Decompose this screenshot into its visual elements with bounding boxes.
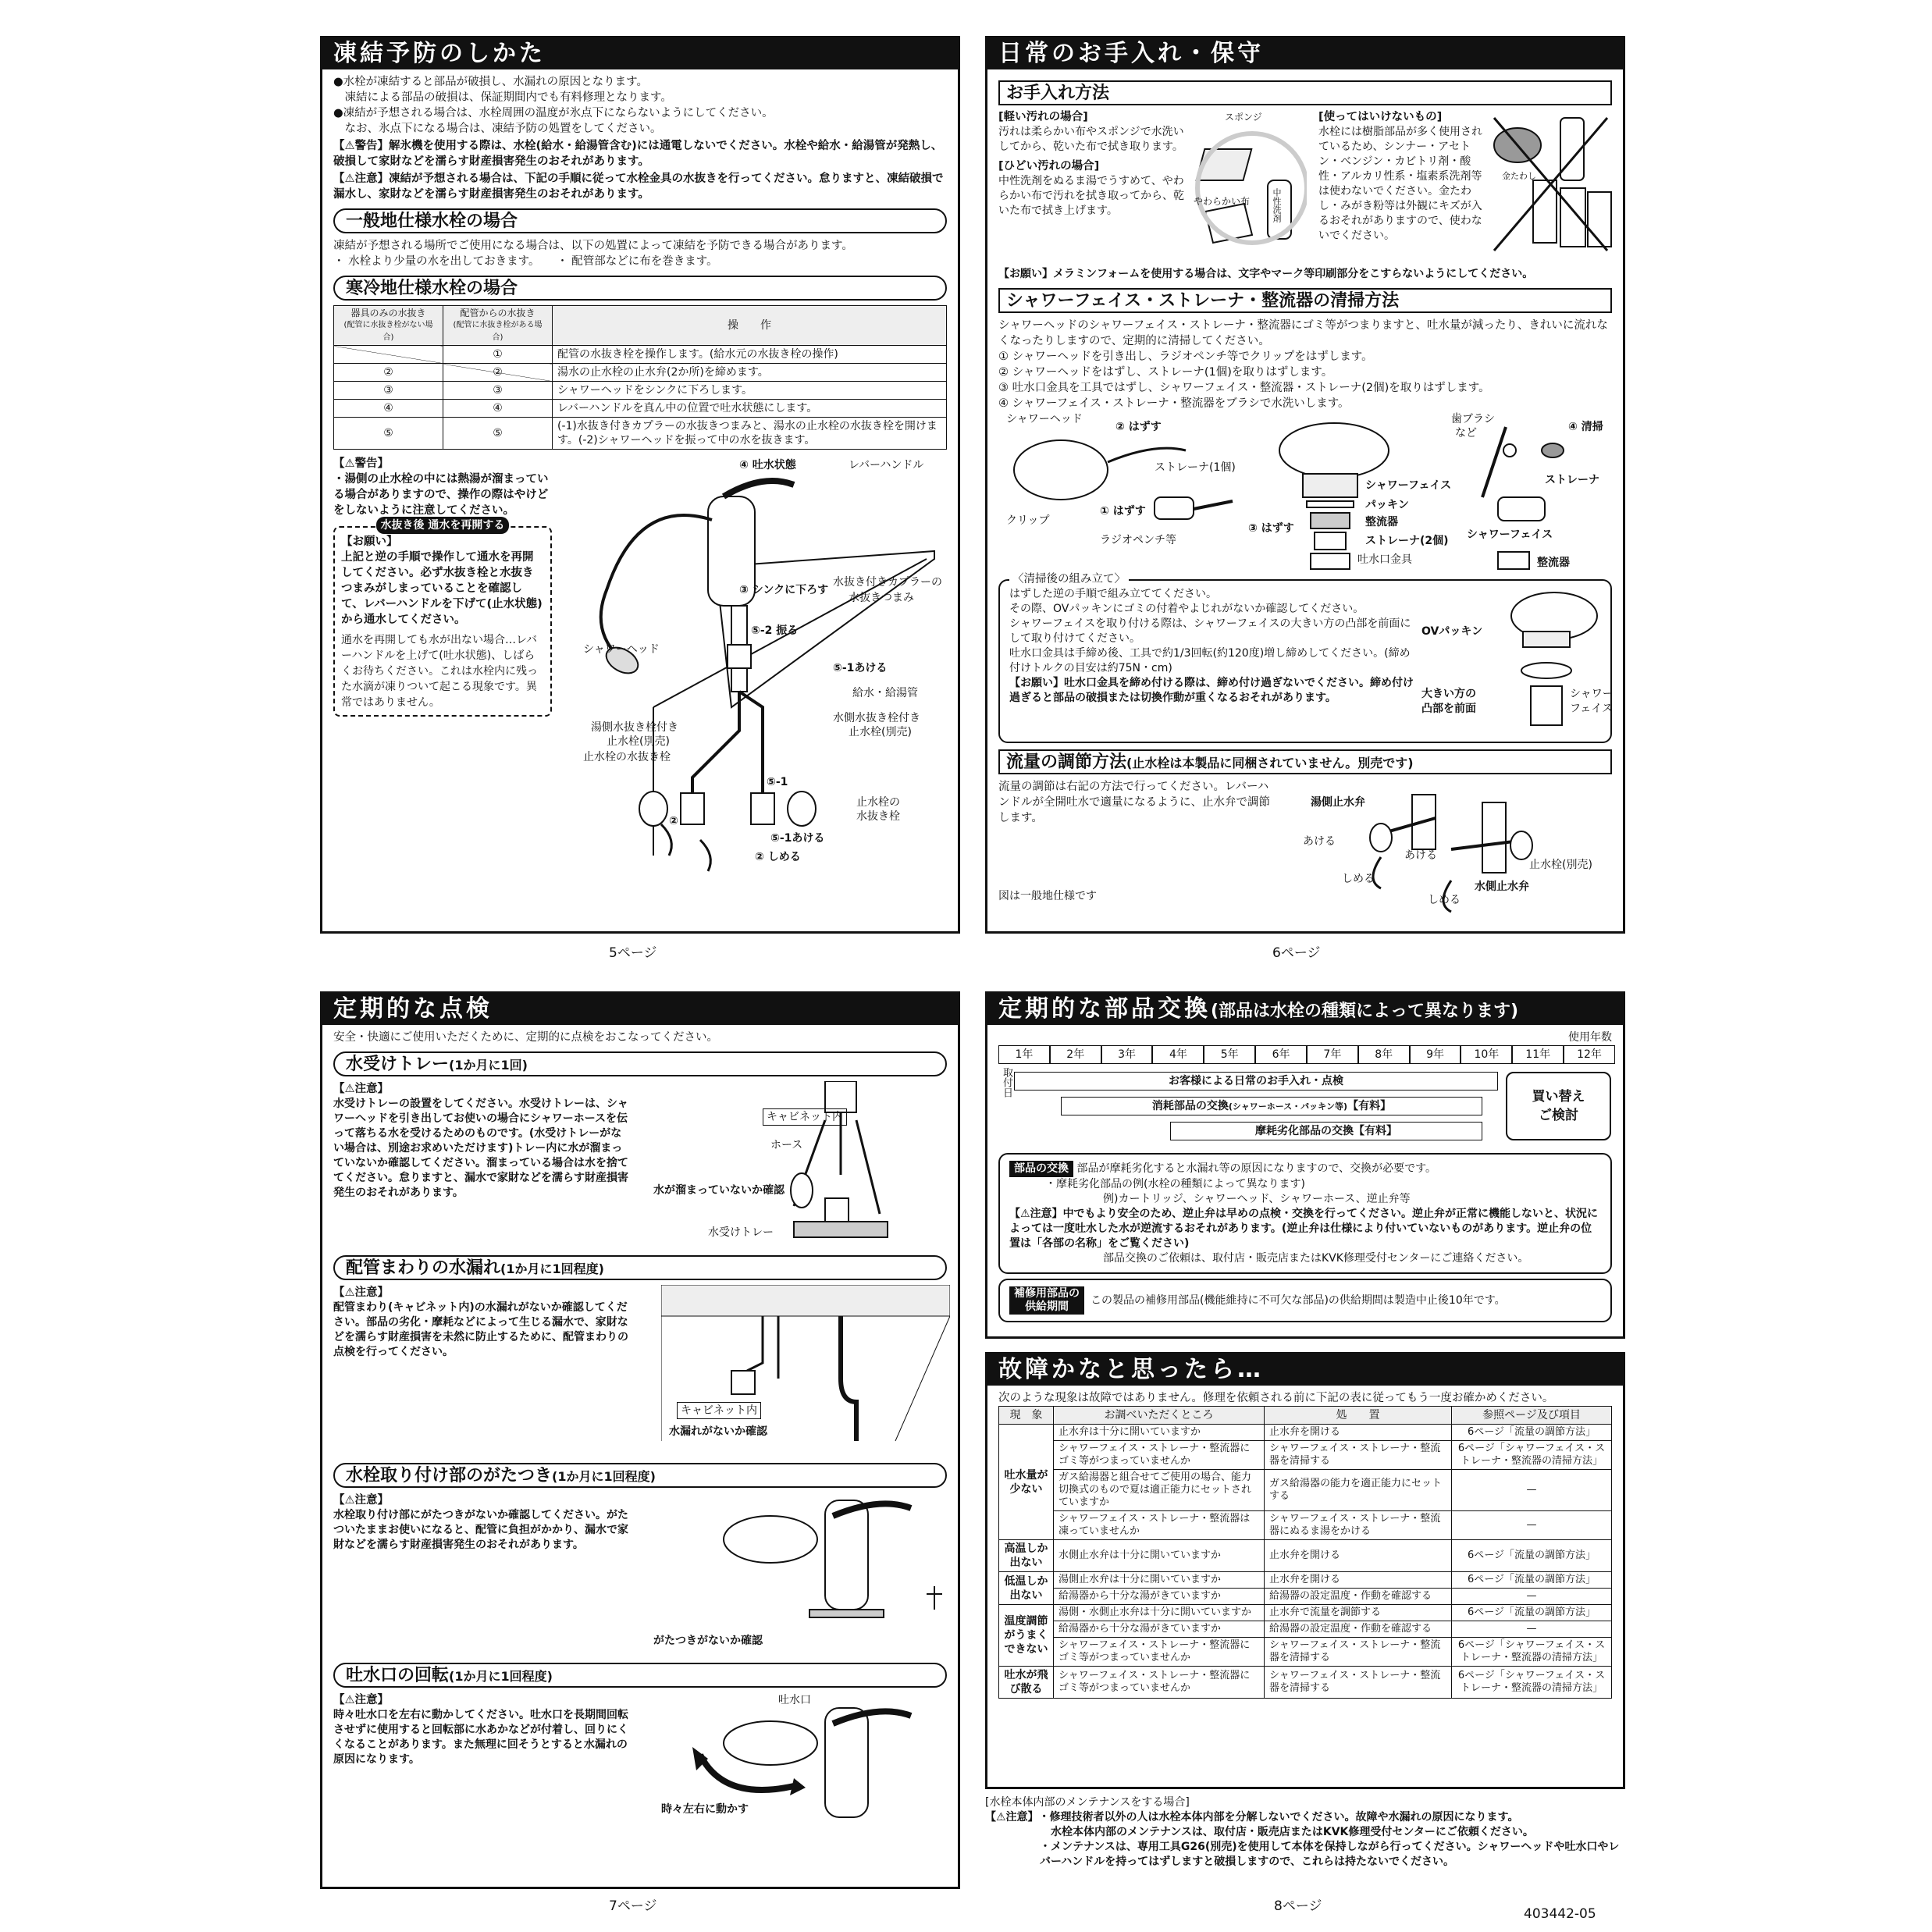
intro-line: ●水栓が凍結すると部品が破損し、水漏れの原因となります。 [333,76,648,88]
year-cell: 12年 [1564,1045,1615,1064]
fig-label: ④ 吐水状態 [739,459,796,471]
action-cell: シャワーフェイス・ストレーナ・整流器を清掃する [1265,1667,1452,1699]
action-cell: 給湯器の設定温度・作動を確認する [1265,1621,1452,1638]
fig-label: キャビネット内 [763,1108,847,1126]
step: ① シャワーヘッドを引き出し、ラジオペンチ等でクリップをはずします。 [998,350,1373,363]
trouble-intro: 次のような現象は故障ではありません。修理を依頼される前に下記の表に従ってもう一度お確かめください。 [998,1392,1554,1404]
bar-consumables: 消耗部品の交換(シャワーホース・パッキン等)【有料】 [1061,1097,1482,1115]
reference-cell: — [1452,1621,1612,1638]
fig-label: など [1455,427,1477,439]
buy-label: 買い替え [1532,1089,1585,1105]
reference-cell: 6ページ「シャワーフェイス・ストレーナ・整流器の清掃方法」 [1452,1441,1612,1470]
fig-label: ③ はずす [1248,522,1294,535]
fig-label: 整流器 [1537,557,1570,569]
assemble-line: シャワーフェイスを取り付ける際は、シャワーフェイスの大きい方の凸部を前面にして取り付けてください。 [1009,617,1411,645]
maintenance-text: ・修理技術者以外の人は水栓本体内部を分解しないでください。故障や水漏れの原因になります。 [1038,1811,1519,1823]
check-cell: シャワーフェイス・ストレーナ・整流器にゴミ等がつまっていませんか [1054,1441,1265,1470]
section-frequency: (1か月に1回程度) [500,1261,604,1276]
ng-text: 水栓には樹脂部品が多く使用されているため、シンナー・アセトン・ベンジン・カビトリ剤・酸性・アルカリ性系・塩素系洗剤等は使わないでください。金たわし・みがき粉等は外観にキズが入るおそれがありますので、使わないでください。 [1318,126,1482,242]
fig-label: キャビネット内 [677,1402,761,1419]
table-row: ② ② 湯水の止水栓の止水弁(2か所)を締めます。 [334,364,947,382]
year-cell: 10年 [1461,1045,1512,1064]
fig-label: ⑤-1 [767,776,788,788]
table-row [999,1638,1612,1667]
table-header: 処 置 [1265,1407,1452,1425]
year-cell: 1年 [998,1045,1050,1064]
fig-label: 給水・給湯管 [852,687,918,699]
caution-text: 水受けトレーの設置をしてください。水受けトレーは、シャワーヘッドを引き出してお使いの場合にシャワーホースを伝って落ちる水を受けるためのものです。(水受けトレーがない場合は、別途お求めいただけます)トレー内に水が溜まっていないか確認してください。溜まっている場合は水を捨ててください。怠りますと、漏水で家財などを濡らす財産損害発生のおそれがあります。 [333,1098,628,1199]
action-cell: シャワーフェイス・ストレーナ・整流器を清掃する [1265,1638,1452,1667]
table-row: ① 配管の水抜き栓を操作します。(給水元の水抜き栓の操作) [334,346,947,364]
disassembly-illustration [998,411,1615,579]
flow-text: 流量の調節は右記の方法で行ってください。レバーハンドルが全開吐水で適量になるように、止水弁で調節します。 [998,781,1270,824]
maintenance-text: ・メンテナンスは、専用工具G26(別売)を使用して本体を保持しながら行ってください。シャワーヘッドや吐水口やレバーハンドルを持ってはずしますと破損しますので、これらは持たないでください。 [1040,1841,1620,1868]
section-title: お手入れ方法 [998,80,1612,105]
table-header: 配管からの水抜き [460,308,535,318]
check-cell: シャワーフェイス・ストレーナ・整流器にゴミ等がつまっていませんか [1054,1667,1265,1699]
table-row [999,1470,1612,1511]
check-cell: 給湯器から十分な湯がきていますか [1054,1621,1265,1638]
general-items: ・ 水栓より少量の水を出しておきます。 ・ 配管部などに布を巻きます。 [333,255,718,268]
assemble-line: はずした逆の手順で組み立ててください。 [1009,588,1217,600]
warning-text: ・湯側の止水栓の中には熱湯が溜まっている場合がありますので、操作の際はやけどをしないように注意してください。 [333,473,549,517]
check-cell: 湯側・水側止水弁は十分に開いていますか [1054,1605,1265,1621]
bar-wear-parts: 摩耗劣化部品の交換【有料】 [1170,1122,1482,1140]
page-number: 5ページ [609,945,657,961]
table-row: ⑤ ⑤ (-1)水抜き付きカプラーの水抜きつまみと、湯水の止水栓の水抜き栓を開けます。(-2)シャワーヘッドを振って中の水を抜きます。 [334,418,947,450]
caution-tag: 【⚠注意】 [333,1494,389,1507]
intro-line: 凍結による部品の破損は、保証期間内でも有料修理となります。 [333,91,672,104]
reference-cell: — [1452,1589,1612,1605]
action-cell: 給湯器の設定温度・作動を確認する [1265,1589,1452,1605]
table-row [999,1511,1612,1540]
parts-replacement-panel [985,991,1625,1339]
fig-label: シャワー [1570,688,1614,700]
caution-tag: 【⚠注意】 [333,1083,389,1095]
symptom-cell: 吐水が飛び散る [999,1667,1054,1699]
check-cell: シャワーフェイス・ストレーナ・整流器は凍っていませんか [1054,1511,1265,1540]
section-title: 水受けトレー [346,1055,450,1074]
fig-label: ホース [770,1139,803,1151]
fig-label: 水抜き付きカプラーの [833,576,942,589]
table-row [999,1540,1612,1572]
table-row [999,1667,1612,1699]
section-title: 水栓取り付け部のがたつき [346,1466,553,1485]
intro-line: なお、氷点下になる場合は、凍結予防の処置をしてください。 [333,123,662,135]
trouble-table [998,1406,1612,1699]
table-row: ③ ③ シャワーヘッドをシンクに下ろします。 [334,382,947,400]
fig-label: レバーハンドル [849,459,924,471]
action-cell: 止水弁を開ける [1265,1572,1452,1589]
table-header: 現 象 [999,1407,1054,1425]
buy-new-box [1506,1072,1611,1140]
check-cell: ガス給湯器と組合せてご使用の場合、能力切換式のもので夏は適正能力にセットされていますか [1054,1470,1265,1511]
caution-text: 水栓取り付け部にがたつきがないか確認してください。がたついたままお使いになると、配管に負担がかかり、漏水で家財などを濡らす財産損害発生のおそれがあります。 [333,1509,628,1551]
section-title-note: (止水栓は本製品に同梱されていません。別売です) [1126,756,1414,770]
supply-text: この製品の補修用部品(機能維持に不可欠な部品)の供給期間は製造中止後10年です。 [1091,1294,1506,1307]
general-note: 図は一般地仕様です [998,890,1097,902]
table-row [999,1572,1612,1589]
caution-text: 時々吐水口を左右に動かしてください。吐水口を長期間回転させずに使用すると回転部に水あかなどが付着し、回りにくくなることがあります。また無理に回そうとすると水漏れの原因になります。 [333,1709,628,1766]
action-cell: 止水弁を開ける [1265,1540,1452,1572]
fig-label: 止水栓の水抜き栓 [583,751,671,763]
section-frequency: (1か月に1回程度) [552,1469,656,1484]
bar-daily-care: お客様による日常のお手入れ・点検 [1014,1072,1498,1091]
caution-tag: 【⚠注意】 [333,173,389,185]
symptom-cell: 温度調節がうまくできない [999,1605,1054,1667]
action-cell: 止水弁で流量を調節する [1265,1605,1452,1621]
fig-label: シャワーフェイス [1365,479,1452,492]
table-header: お調べいただくところ [1054,1407,1265,1425]
fig-label: 時々左右に動かす [661,1803,749,1816]
reference-cell: 6ページ「シャワーフェイス・ストレーナ・整流器の清掃方法」 [1452,1638,1612,1667]
fig-label: 金たわし [1502,171,1536,181]
page-number: 6ページ [1272,945,1321,961]
page-title: 定期的な点検 [322,994,958,1025]
fig-label: 水受けトレー [708,1226,774,1239]
fig-label: 湯側水抜き栓付き [591,721,678,734]
general-text: 凍結が予想される場所でご使用になる場合は、以下の処置によって凍結を予防できる場合があります。 [333,240,853,252]
year-cell: 7年 [1307,1045,1358,1064]
table-row [999,1441,1612,1470]
check-cell: 水側止水弁は十分に開いていますか [1054,1540,1265,1572]
fig-label: シャワーフェイス [1467,528,1553,541]
fig-label: ② [669,815,678,827]
light-dirt-text: 汚れは柔らかい布やスポンジで水洗いしてから、乾いた布で拭き取ります。 [998,126,1184,153]
fig-label: あける [1303,835,1336,848]
page-number: 7ページ [609,1898,657,1914]
assemble-line: 吐水口金具は手締め後、工具で約1/3回転(約120度)増し締めしてください。(締め付けトルクの目安は約75N・cm) [1009,647,1411,674]
clean-intro: シャワーヘッドのシャワーフェイス・ストレーナ・整流器にゴミ等がつまりますと、吐水量が減ったり、きれいに流れなくなったりしますので、定期的に清掃してください。 [998,319,1608,347]
fig-label: OVパッキン [1421,625,1483,638]
section-frequency: (1か月に1回) [449,1058,528,1073]
request-tag: 【お願い】 [998,268,1053,280]
check-cell: 給湯器から十分な湯がきていますか [1054,1589,1265,1605]
section-title: 一般地仕様水栓の場合 [333,208,947,233]
fig-label: ③ シンクに下ろす [739,584,829,596]
fig-label: シャワーヘッド [1006,413,1083,425]
years-row [998,1045,1615,1064]
heavy-dirt-tag: [ひどい汚れの場合] [998,160,1100,173]
parts-badge: 部品の交換 [1009,1161,1073,1177]
year-cell: 3年 [1101,1045,1153,1064]
table-header: 操 作 [553,306,947,346]
fig-label: ストレーナ [1545,474,1599,486]
fig-label: 整流器 [1365,516,1398,528]
table-row [999,1605,1612,1621]
fig-label: しめる [1428,894,1461,906]
step: ④ シャワーフェイス・ストレーナ・整流器をブラシで水洗いします。 [998,397,1350,410]
warning-text: 解氷機を使用する際は、水栓(給水・給湯管含む)には通電しないでください。水栓や給水・給湯管が発熱し、破損して家財などを濡らす財産損害発生のおそれがあります。 [333,140,943,168]
request-tag: 【お願い】 [341,535,398,548]
heavy-dirt-text: 中性洗剤をぬるま湯でうすめて、やわらかい布で汚れを拭き取ってから、乾いた布で拭き上げます。 [998,175,1184,217]
fig-label: クリップ [1006,514,1050,527]
fig-label: ② しめる [755,851,801,863]
page-title-note: (部品は水栓の種類によって異なります) [1211,1002,1519,1021]
assemble-title: 〈清掃後の組み立て〉 [1009,571,1129,587]
parts-example: 例)カートリッジ、シャワーヘッド、シャワーホース、逆止弁等 [1103,1193,1411,1205]
fig-label: 吐水口金具 [1357,553,1412,566]
caution-tag: 【⚠注意】 [1009,1208,1063,1220]
year-cell: 2年 [1050,1045,1101,1064]
symptom-cell: 吐水量が少ない [999,1425,1054,1540]
symptom-cell: 低温しか出ない [999,1572,1054,1605]
section-title: 吐水口の回転 [346,1666,450,1685]
table-header: 器具のみの水抜き [350,308,426,318]
section-title: 故障かなと思ったら… [987,1354,1623,1386]
page-title: 日常のお手入れ・保守 [987,38,1623,69]
caution-tag: 【⚠注意】 [333,1694,389,1706]
section-title: 流量の調節方法 [1006,753,1127,772]
year-cell: 8年 [1358,1045,1410,1064]
fig-label: 止水栓(別売) [1529,859,1592,871]
page-8 [985,991,1625,1932]
contact-text: 部品交換のご依頼は、取付店・販売店またはKVK修理受付センターにご連絡ください。 [1103,1252,1529,1265]
intro-text: 安全・快適にご使用いただくために、定期的に点検をおこなってください。 [333,1031,718,1044]
reference-cell: 6ページ「流量の調節方法」 [1452,1540,1612,1572]
fig-label: 吐水口 [778,1694,811,1706]
fig-label: 水側水抜き栓付き [833,712,920,724]
troubleshooting-panel [985,1352,1625,1789]
fig-label: 凸部を前面 [1421,703,1476,715]
fig-label: ⑤-1あける [770,832,825,845]
fig-label: やわらかい布 [1194,196,1251,207]
parts-example: ・摩耗劣化部品の例(水栓の種類によって異なります) [1045,1178,1305,1190]
fig-label: 止水栓(別売) [849,726,912,738]
request-text: 吐水口金具を締め付ける際は、締め付け過ぎないでください。締め付け過ぎると部品の破損または切換作動が重くなるおそれがあります。 [1009,677,1414,704]
year-cell: 9年 [1410,1045,1461,1064]
symptom-cell: 高温しか出ない [999,1540,1054,1572]
page-7 [320,991,960,1889]
light-dirt-tag: [軽い汚れの場合] [998,111,1088,123]
page-5 [320,36,960,934]
reference-cell: 6ページ「流量の調節方法」 [1452,1572,1612,1589]
assemble-line: その際、OVパッキンにゴミの付着やよじれがないか確認してください。 [1009,603,1364,615]
sponge-cloth-illustration [1190,118,1307,251]
request-text: メラミンフォームを使用する場合は、文字やマーク等印刷部分をこすらないようにしてください。 [1053,268,1534,280]
drain-table [333,305,947,450]
consider-label: ご検討 [1539,1108,1578,1123]
fig-label: ストレーナ(1個) [1155,461,1236,474]
fig-label: 大きい方の [1421,688,1476,700]
table-row [999,1589,1612,1605]
action-cell: 止水弁を開ける [1265,1425,1452,1441]
fig-label: スポンジ [1225,112,1262,123]
fig-label: しめる [1342,873,1375,885]
action-cell: シャワーフェイス・ストレーナ・整流器にぬるま湯をかける [1265,1511,1452,1540]
year-cell: 5年 [1204,1045,1255,1064]
water-tray-illustration [646,1081,950,1249]
page-number: 8ページ [1274,1898,1322,1914]
fig-label: フェイス [1570,703,1614,715]
note-text: 通水を再開しても水が出ない場合…レバーハンドルを上げて(吐水状態)、しばらくお待ちください。これは水栓内に残った水滴が凍りついて起こる現象です。異常ではありません。 [341,634,538,709]
ng-tag: [使ってはいけないもの] [1318,111,1443,123]
table-header: 参照ページ及び項目 [1452,1407,1612,1425]
fig-label: 水が溜まっていないか確認 [653,1184,785,1197]
fig-label: がたつきがないか確認 [653,1635,763,1647]
fig-label: 止水栓(別売) [607,735,670,748]
fig-label: 水側止水弁 [1475,881,1529,893]
fig-label: 中性洗剤 [1272,188,1282,222]
maintenance-title: [水栓本体内部のメンテナンスをする場合] [985,1796,1190,1809]
year-cell: 11年 [1512,1045,1564,1064]
action-cell: シャワーフェイス・ストレーナ・整流器を清掃する [1265,1441,1452,1470]
table-header-note: (配管に水抜き栓がない場合) [343,321,433,342]
reference-cell: 6ページ「流量の調節方法」 [1452,1605,1612,1621]
intro-line: ●凍結が予想される場合は、水栓周囲の温度が氷点下にならないようにしてください。 [333,107,774,119]
caution-tag: 【⚠注意】 [985,1811,1039,1823]
fig-label: 水抜きつまみ [849,592,914,604]
reference-cell: — [1452,1511,1612,1540]
table-row [999,1621,1612,1638]
wobble-check-illustration [708,1493,950,1625]
section-frequency: (1か月に1回程度) [449,1669,553,1684]
fig-label: ⑤-2 振る [751,624,799,637]
step: ③ 吐水口金具を工具ではずし、シャワーフェイス・整流器・ストレーナ(2個)を取りはずします。 [998,382,1490,394]
table-row [999,1425,1612,1441]
prohibited-cleaners-illustration [1486,110,1615,262]
fig-label: ストレーナ(2個) [1365,535,1449,547]
fig-label: 湯側止水弁 [1311,796,1365,809]
request-text: 上記と逆の手順で操作して通水を再開してください。必ず水抜き栓と水抜きつまみがしまっていることを確認して、レバーハンドルを下げて(止水状態)から通水してください。 [341,551,543,626]
warning-tag: 【⚠警告】 [333,140,389,152]
document-number: 403442-05 [1524,1906,1596,1922]
caution-tag: 【⚠注意】 [333,1286,389,1299]
fig-label: パッキン [1365,499,1409,511]
year-cell: 4年 [1152,1045,1204,1064]
section-title: シャワーフェイス・ストレーナ・整流器の清掃方法 [998,288,1612,313]
fig-label: ② はずす [1115,421,1162,433]
fig-label: シャワーヘッド [583,643,660,656]
supply-badge: 補修用部品の [1014,1287,1080,1300]
reference-cell: 6ページ「シャワーフェイス・ストレーナ・整流器の清掃方法」 [1452,1667,1612,1699]
install-date-label: 取付日 [1001,1067,1012,1098]
fig-label: 水漏れがないか確認 [669,1425,767,1438]
check-cell: シャワーフェイス・ストレーナ・整流器にゴミ等がつまっていませんか [1054,1638,1265,1667]
page-6 [985,36,1625,934]
supply-badge: 供給期間 [1025,1300,1069,1313]
section-title: 配管まわりの水漏れ [346,1258,501,1278]
years-label: 使用年数 [1568,1031,1612,1044]
maintenance-text: 水栓本体内部のメンテナンスは、取付店・販売店またはKVK修理受付センターにご依頼ください。 [1040,1826,1534,1838]
caution-text: 配管まわり(キャビネット内)の水漏れがないか確認してください。部品の劣化・摩耗などによって生じる漏水で、家財などを濡らす財産損害を未然に防止するために、配管まわりの点検を行ってください。 [333,1301,628,1358]
fig-label: 歯ブラシ [1451,413,1495,425]
page-title: 定期的な部品交換 [998,995,1211,1023]
check-cell: 湯側止水弁は十分に開いていますか [1054,1572,1265,1589]
fig-label: 止水栓の [856,796,900,809]
action-cell: ガス給湯器の能力を適正能力にセットする [1265,1470,1452,1511]
request-tag: 【お願い】 [1009,677,1064,689]
caution-text: 中でもより安全のため、逆止弁は早めの点検・交換を行ってください。逆止弁が正常に機能しないと、状況によっては一度吐水した水が逆流するおそれがあります。(逆止弁は仕様により付いていないものがあります。逆止弁の位置は「各部の名称」をご覧ください) [1009,1208,1598,1250]
fig-label: 水抜き栓 [856,810,900,823]
fig-label: ④ 清掃 [1568,421,1603,433]
fig-label: あける [1404,849,1437,862]
fig-label: ラジオペンチ等 [1100,534,1176,546]
page-title: 凍結予防のしかた [322,38,958,69]
reference-cell: 6ページ「流量の調節方法」 [1452,1425,1612,1441]
warning-tag: 【⚠警告】 [333,457,389,470]
reference-cell: — [1452,1470,1612,1511]
step: ② シャワーヘッドをはずし、ストレーナ(1個)を取りはずします。 [998,366,1333,379]
check-cell: 止水弁は十分に開いていますか [1054,1425,1265,1441]
table-header-note: (配管に水抜き栓がある場合) [453,321,543,342]
fig-label: ⑤-1あける [833,662,888,674]
parts-text: 部品が摩耗劣化すると水漏れ等の原因になりますので、交換が必要です。 [1076,1162,1437,1175]
fig-label: ① はずす [1100,505,1146,518]
year-cell: 6年 [1255,1045,1307,1064]
caution-text: 凍結が予想される場合は、下記の手順に従って水栓金具の水抜きを行ってください。怠りますと、凍結破損で漏水し、家財などを濡らす財産損害発生のおそれがあります。 [333,173,944,201]
table-row: ④ ④ レバーハンドルを真ん中の位置で吐水状態にします。 [334,400,947,418]
restart-badge: 水抜き後 通水を再開する [376,517,510,534]
section-title: 寒冷地仕様水栓の場合 [333,276,947,301]
